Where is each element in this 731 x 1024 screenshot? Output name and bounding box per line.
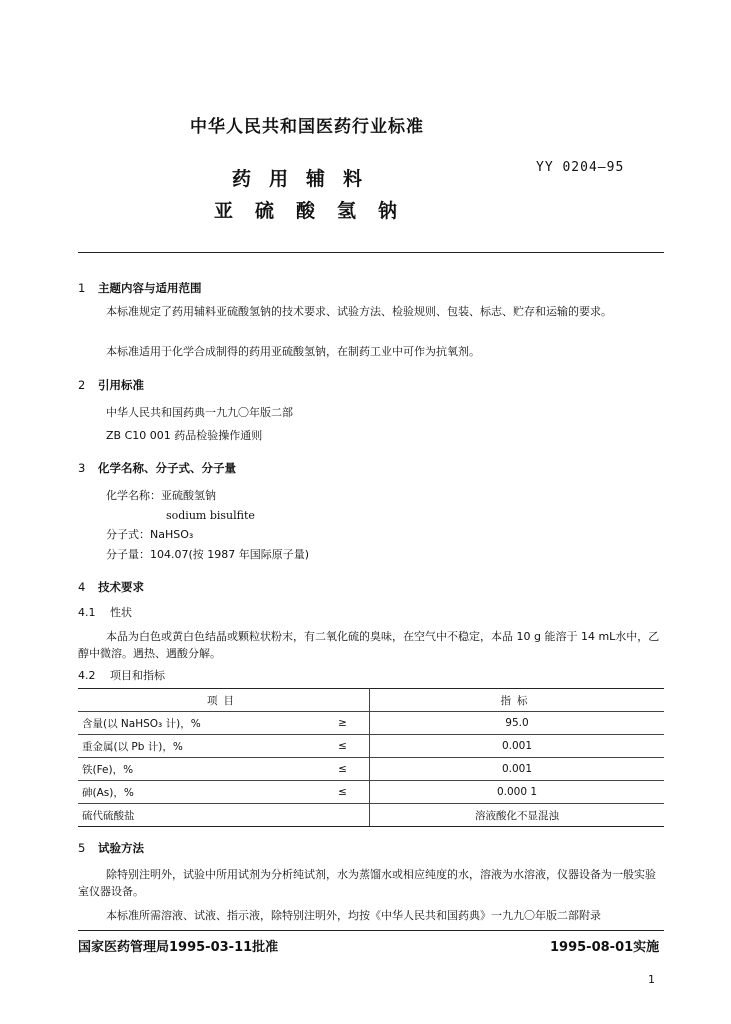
page-number: 1 <box>648 973 655 986</box>
implementation-date: 1995-08-01实施 <box>550 940 660 955</box>
section-title: 试验方法 <box>98 841 144 855</box>
subsection-title: 性状 <box>110 606 132 619</box>
english-name: sodium bisulfite <box>166 509 255 522</box>
section-number: 1 <box>78 281 86 295</box>
approval-line: 国家医药管理局1995-03-11批准 <box>78 940 279 955</box>
section-number: 5 <box>78 841 86 855</box>
section-5-heading <box>78 840 144 856</box>
table-cell-value: 0.000 1 <box>370 781 665 804</box>
section-number: 2 <box>78 378 86 392</box>
subsection-number: 4.1 <box>78 606 96 619</box>
section-1-paragraph-2: 本标准适用于化学合成制得的药用亚硫酸氢钠，在制药工业中可作为抗氧剂。 <box>106 345 480 358</box>
specification-table <box>78 688 664 827</box>
header-divider <box>78 252 664 253</box>
section-title: 化学名称、分子式、分子量 <box>98 461 236 475</box>
section-5-paragraph-2: 本标准所需溶液、试液、指示液，除特别注明外，均按《中华人民共和国药典》一九九〇年版二部附录 <box>106 909 601 922</box>
section-4-heading <box>78 579 144 595</box>
document-title-line2: 亚硫酸氢钠 <box>214 200 420 222</box>
table-cell-value: 95.0 <box>370 712 665 735</box>
table-cell-item: 砷(As)，% <box>78 781 316 804</box>
reference-2: ZB C10 001 药品检验操作通则 <box>106 429 263 442</box>
subsection-4-1-text: 本品为白色或黄白色结晶或颗粒状粉末，有二氧化硫的臭味，在空气中不稳定，本品 10 g 能溶于 14 mL水中，乙醇中微溶。遇热、遇酸分解。 <box>78 630 660 660</box>
subsection-number: 4.2 <box>78 669 96 682</box>
footer-divider <box>78 930 664 931</box>
subsection-4-1-heading <box>78 605 132 620</box>
section-1-heading <box>78 280 202 296</box>
molecular-formula: 分子式：NaHSO₃ <box>106 528 194 541</box>
table-cell-symbol: ≤ <box>316 735 370 758</box>
molecular-weight: 分子量：104.07(按 1987 年国际原子量) <box>106 548 310 561</box>
subsection-title: 项目和指标 <box>110 669 165 682</box>
document-title-line1: 药用辅料 <box>232 168 381 190</box>
industry-standard-title: 中华人民共和国医药行业标准 <box>190 117 424 137</box>
table-cell-item: 硫代硫酸盐 <box>78 804 316 827</box>
table-row <box>78 804 664 827</box>
reference-1: 中华人民共和国药典一九九〇年版二部 <box>106 406 293 419</box>
table-header-row <box>78 689 664 712</box>
section-title: 主题内容与适用范围 <box>98 281 202 295</box>
table-row <box>78 712 664 735</box>
standard-code: YY 0204—95 <box>536 160 625 175</box>
table-cell-value: 0.001 <box>370 735 665 758</box>
table-row <box>78 735 664 758</box>
section-5-paragraph-1: 除特别注明外，试验中所用试剂为分析纯试剂，水为蒸馏水或相应纯度的水，溶液为水溶液，仪器设备为一般实验室仪器设备。 <box>78 868 656 898</box>
table-cell-symbol <box>316 804 370 827</box>
table-row <box>78 758 664 781</box>
section-3-heading <box>78 460 236 476</box>
table-header-index: 指标 <box>370 689 665 712</box>
section-number: 3 <box>78 461 86 475</box>
subsection-4-2-heading <box>78 668 165 683</box>
section-2-heading <box>78 377 144 393</box>
table-cell-item: 含量(以 NaHSO₃ 计)，% <box>78 712 316 735</box>
table-cell-value: 0.001 <box>370 758 665 781</box>
table-cell-symbol: ≤ <box>316 758 370 781</box>
table-cell-symbol: ≥ <box>316 712 370 735</box>
table-row <box>78 781 664 804</box>
table-cell-value: 溶液酸化不显混浊 <box>370 804 665 827</box>
section-title: 引用标准 <box>98 378 144 392</box>
section-1-paragraph-1: 本标准规定了药用辅料亚硫酸氢钠的技术要求、试验方法、检验规则、包装、标志、贮存和运输的要求。 <box>106 305 612 318</box>
table-cell-symbol: ≤ <box>316 781 370 804</box>
table-header-item: 项目 <box>78 689 370 712</box>
chemical-name: 化学名称：亚硫酸氢钠 <box>106 489 216 502</box>
section-title: 技术要求 <box>98 580 144 594</box>
section-number: 4 <box>78 580 86 594</box>
table-cell-item: 铁(Fe)，% <box>78 758 316 781</box>
table-cell-item: 重金属(以 Pb 计)，% <box>78 735 316 758</box>
